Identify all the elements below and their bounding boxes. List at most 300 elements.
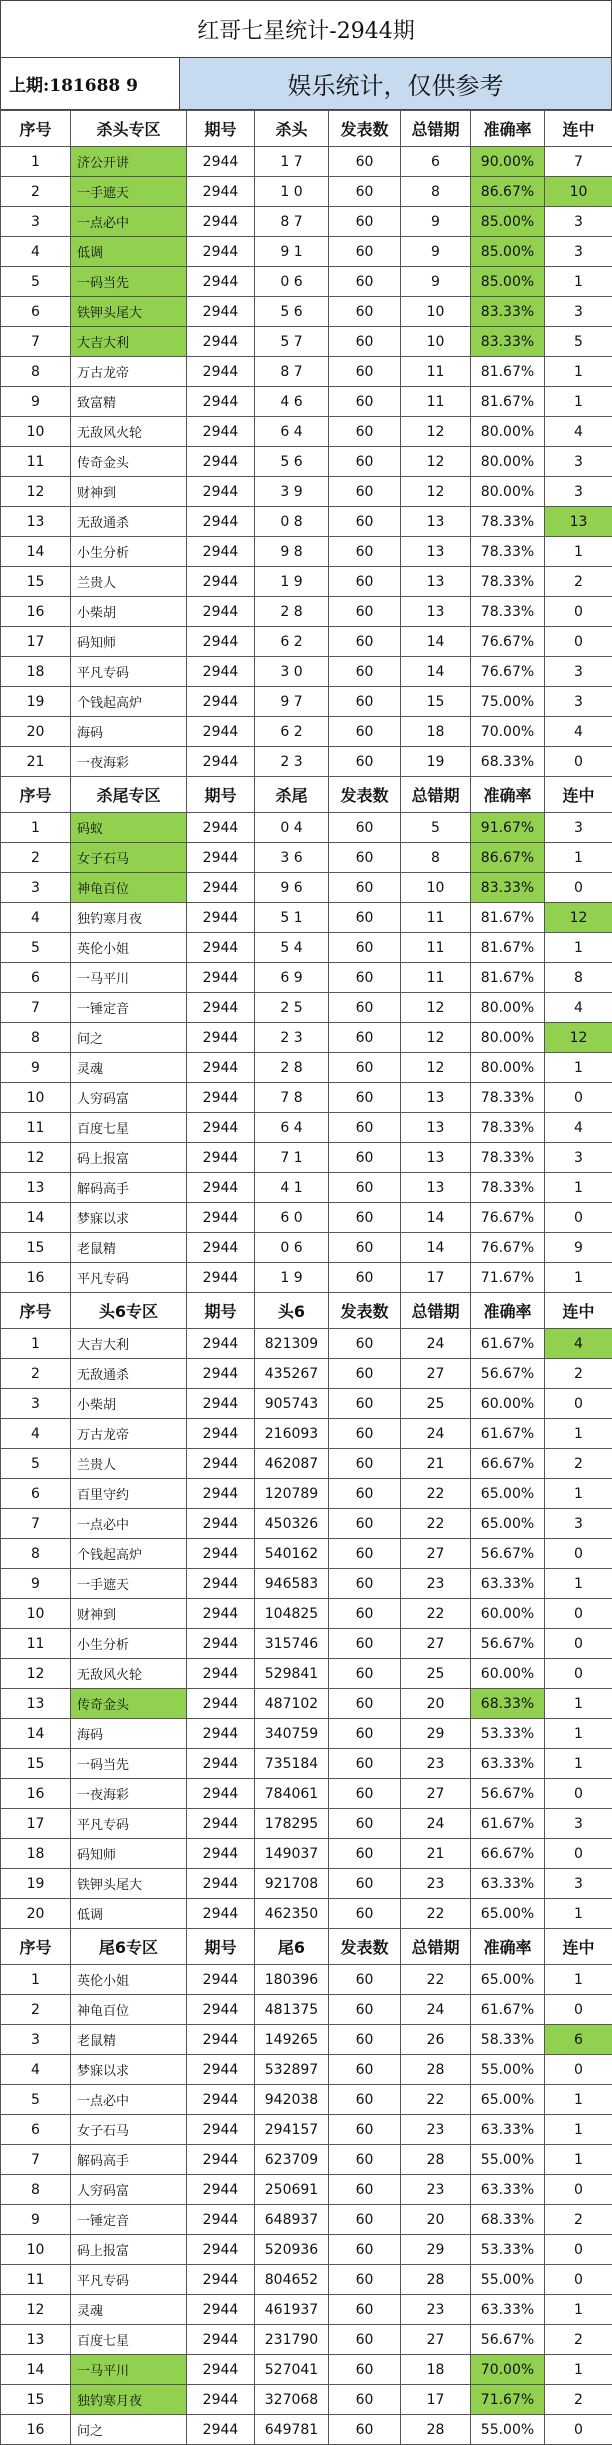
cell-name: 解码高手 [71, 2145, 187, 2175]
cell-name: 神龟百位 [71, 873, 187, 903]
cell-rank: 1 [1, 147, 71, 177]
cell-rank: 12 [1, 1143, 71, 1173]
cell-period: 2944 [187, 1779, 255, 1809]
cell-period: 2944 [187, 873, 255, 903]
cell-posts: 60 [329, 1599, 401, 1629]
cell-misses: 23 [401, 1749, 471, 1779]
cell-streak: 0 [545, 1779, 612, 1809]
cell-period: 2944 [187, 2115, 255, 2145]
cell-pick: 4 1 [255, 1173, 329, 1203]
cell-misses: 28 [401, 2265, 471, 2295]
cell-pick: 462087 [255, 1449, 329, 1479]
column-header-posts: 发表数 [329, 1293, 401, 1329]
cell-name: 神龟百位 [71, 1995, 187, 2025]
cell-posts: 60 [329, 177, 401, 207]
cell-period: 2944 [187, 597, 255, 627]
cell-misses: 26 [401, 2025, 471, 2055]
cell-name: 小生分析 [71, 1629, 187, 1659]
cell-posts: 60 [329, 2355, 401, 2385]
cell-accuracy: 85.00% [471, 267, 545, 297]
cell-period: 2944 [187, 507, 255, 537]
cell-accuracy: 76.67% [471, 1203, 545, 1233]
cell-name: 一锤定音 [71, 2205, 187, 2235]
column-header-streak: 连中 [545, 1293, 612, 1329]
cell-posts: 60 [329, 687, 401, 717]
cell-rank: 16 [1, 597, 71, 627]
cell-rank: 13 [1, 2325, 71, 2355]
cell-period: 2944 [187, 417, 255, 447]
cell-misses: 29 [401, 1719, 471, 1749]
cell-misses: 25 [401, 1389, 471, 1419]
table-row [1, 207, 612, 237]
cell-streak: 1 [545, 1965, 612, 1995]
cell-pick: 2 5 [255, 993, 329, 1023]
cell-posts: 60 [329, 627, 401, 657]
cell-name: 铁钾头尾大 [71, 297, 187, 327]
cell-accuracy: 81.67% [471, 963, 545, 993]
cell-posts: 60 [329, 2145, 401, 2175]
cell-accuracy: 55.00% [471, 2265, 545, 2295]
cell-accuracy: 78.33% [471, 1083, 545, 1113]
cell-posts: 60 [329, 387, 401, 417]
cell-period: 2944 [187, 1539, 255, 1569]
cell-rank: 3 [1, 2025, 71, 2055]
table-row [1, 687, 612, 717]
column-header-pick: 尾6 [255, 1929, 329, 1965]
cell-posts: 60 [329, 2115, 401, 2145]
cell-period: 2944 [187, 207, 255, 237]
cell-misses: 27 [401, 1779, 471, 1809]
cell-accuracy: 61.67% [471, 1809, 545, 1839]
cell-streak: 1 [545, 2145, 612, 2175]
cell-posts: 60 [329, 207, 401, 237]
cell-posts: 60 [329, 1479, 401, 1509]
cell-pick: 104825 [255, 1599, 329, 1629]
cell-period: 2944 [187, 2205, 255, 2235]
column-header-accuracy: 准确率 [471, 1293, 545, 1329]
cell-pick: 0 8 [255, 507, 329, 537]
table-row [1, 2205, 612, 2235]
cell-pick: 1 9 [255, 567, 329, 597]
cell-rank: 15 [1, 567, 71, 597]
table-row [1, 327, 612, 357]
table-row [1, 1569, 612, 1599]
cell-period: 2944 [187, 1599, 255, 1629]
table-row [1, 2055, 612, 2085]
cell-name: 一马平川 [71, 2355, 187, 2385]
cell-posts: 60 [329, 1023, 401, 1053]
cell-pick: 461937 [255, 2295, 329, 2325]
cell-streak: 1 [545, 1173, 612, 1203]
cell-posts: 60 [329, 1569, 401, 1599]
cell-pick: 623709 [255, 2145, 329, 2175]
cell-rank: 10 [1, 2235, 71, 2265]
cell-streak: 1 [545, 933, 612, 963]
cell-streak: 4 [545, 417, 612, 447]
cell-name: 码蚁 [71, 813, 187, 843]
cell-posts: 60 [329, 417, 401, 447]
cell-period: 2944 [187, 1479, 255, 1509]
cell-name: 英伦小姐 [71, 933, 187, 963]
cell-streak: 1 [545, 1719, 612, 1749]
cell-name: 码上报富 [71, 2235, 187, 2265]
cell-name: 兰贵人 [71, 1449, 187, 1479]
cell-streak: 13 [545, 507, 612, 537]
cell-misses: 12 [401, 447, 471, 477]
column-header-period: 期号 [187, 1929, 255, 1965]
cell-streak: 3 [545, 657, 612, 687]
column-header-period: 期号 [187, 1293, 255, 1329]
cell-period: 2944 [187, 1419, 255, 1449]
cell-accuracy: 81.67% [471, 357, 545, 387]
cell-misses: 11 [401, 963, 471, 993]
cell-misses: 24 [401, 1419, 471, 1449]
cell-pick: 3 0 [255, 657, 329, 687]
cell-accuracy: 85.00% [471, 207, 545, 237]
cell-misses: 24 [401, 1809, 471, 1839]
cell-misses: 27 [401, 1629, 471, 1659]
table-row [1, 1509, 612, 1539]
cell-rank: 15 [1, 2385, 71, 2415]
cell-misses: 6 [401, 147, 471, 177]
column-header-pick: 杀头 [255, 111, 329, 147]
cell-name: 无敌通杀 [71, 507, 187, 537]
cell-streak: 1 [545, 1479, 612, 1509]
table-row [1, 933, 612, 963]
cell-name: 一夜海彩 [71, 1779, 187, 1809]
cell-posts: 60 [329, 1869, 401, 1899]
page-title: 红哥七星统计-2944期 [0, 0, 612, 58]
cell-period: 2944 [187, 687, 255, 717]
cell-misses: 27 [401, 1359, 471, 1389]
cell-rank: 11 [1, 1113, 71, 1143]
cell-misses: 14 [401, 657, 471, 687]
cell-name: 女子石马 [71, 2115, 187, 2145]
cell-pick: 5 1 [255, 903, 329, 933]
table-row [1, 417, 612, 447]
cell-period: 2944 [187, 1359, 255, 1389]
stats-table [0, 110, 612, 2445]
cell-accuracy: 80.00% [471, 993, 545, 1023]
cell-pick: 216093 [255, 1419, 329, 1449]
cell-streak: 0 [545, 2235, 612, 2265]
cell-posts: 60 [329, 1509, 401, 1539]
cell-pick: 6 2 [255, 627, 329, 657]
cell-period: 2944 [187, 1509, 255, 1539]
cell-misses: 18 [401, 2355, 471, 2385]
cell-accuracy: 63.33% [471, 1869, 545, 1899]
cell-name: 一码当先 [71, 267, 187, 297]
cell-misses: 23 [401, 1569, 471, 1599]
cell-name: 无敌风火轮 [71, 417, 187, 447]
cell-period: 2944 [187, 2265, 255, 2295]
cell-period: 2944 [187, 1899, 255, 1929]
cell-name: 大吉大利 [71, 327, 187, 357]
cell-misses: 9 [401, 207, 471, 237]
cell-misses: 13 [401, 537, 471, 567]
cell-streak: 1 [545, 357, 612, 387]
cell-streak: 2 [545, 2325, 612, 2355]
cell-period: 2944 [187, 2145, 255, 2175]
cell-accuracy: 81.67% [471, 387, 545, 417]
cell-rank: 8 [1, 1539, 71, 1569]
cell-posts: 60 [329, 2205, 401, 2235]
cell-pick: 784061 [255, 1779, 329, 1809]
cell-misses: 5 [401, 813, 471, 843]
cell-name: 一点必中 [71, 2085, 187, 2115]
column-header-rank: 序号 [1, 111, 71, 147]
cell-accuracy: 60.00% [471, 1599, 545, 1629]
cell-pick: 3 9 [255, 477, 329, 507]
cell-accuracy: 68.33% [471, 1689, 545, 1719]
cell-posts: 60 [329, 237, 401, 267]
cell-name: 码知师 [71, 627, 187, 657]
cell-streak: 12 [545, 903, 612, 933]
cell-misses: 9 [401, 237, 471, 267]
cell-posts: 60 [329, 267, 401, 297]
cell-streak: 3 [545, 477, 612, 507]
cell-posts: 60 [329, 873, 401, 903]
cell-posts: 60 [329, 2265, 401, 2295]
cell-posts: 60 [329, 447, 401, 477]
cell-streak: 1 [545, 1899, 612, 1929]
cell-name: 万古龙帝 [71, 357, 187, 387]
cell-rank: 17 [1, 1809, 71, 1839]
cell-pick: 8 7 [255, 357, 329, 387]
cell-accuracy: 85.00% [471, 237, 545, 267]
cell-accuracy: 55.00% [471, 2415, 545, 2445]
cell-accuracy: 61.67% [471, 1995, 545, 2025]
cell-pick: 149265 [255, 2025, 329, 2055]
column-header-streak: 连中 [545, 111, 612, 147]
cell-pick: 180396 [255, 1965, 329, 1995]
table-row [1, 597, 612, 627]
cell-rank: 15 [1, 1749, 71, 1779]
cell-misses: 22 [401, 1899, 471, 1929]
cell-pick: 7 1 [255, 1143, 329, 1173]
cell-posts: 60 [329, 1173, 401, 1203]
table-row [1, 1809, 612, 1839]
cell-name: 低调 [71, 1899, 187, 1929]
cell-rank: 8 [1, 357, 71, 387]
cell-accuracy: 65.00% [471, 1899, 545, 1929]
cell-name: 平凡专码 [71, 657, 187, 687]
section-header-row [1, 111, 612, 147]
cell-misses: 12 [401, 993, 471, 1023]
cell-streak: 9 [545, 1233, 612, 1263]
cell-pick: 649781 [255, 2415, 329, 2445]
column-header-rank: 序号 [1, 1929, 71, 1965]
table-row [1, 1359, 612, 1389]
cell-rank: 10 [1, 1083, 71, 1113]
cell-posts: 60 [329, 1329, 401, 1359]
cell-streak: 3 [545, 1143, 612, 1173]
cell-rank: 3 [1, 207, 71, 237]
cell-streak: 0 [545, 1995, 612, 2025]
cell-misses: 9 [401, 267, 471, 297]
cell-period: 2944 [187, 1449, 255, 1479]
cell-period: 2944 [187, 1719, 255, 1749]
cell-accuracy: 78.33% [471, 507, 545, 537]
cell-rank: 6 [1, 2115, 71, 2145]
cell-accuracy: 65.00% [471, 1509, 545, 1539]
cell-name: 问之 [71, 2415, 187, 2445]
table-row [1, 387, 612, 417]
cell-accuracy: 56.67% [471, 1779, 545, 1809]
cell-pick: 5 6 [255, 447, 329, 477]
cell-rank: 4 [1, 903, 71, 933]
cell-pick: 487102 [255, 1689, 329, 1719]
cell-name: 致富精 [71, 387, 187, 417]
cell-pick: 520936 [255, 2235, 329, 2265]
cell-pick: 7 8 [255, 1083, 329, 1113]
cell-period: 2944 [187, 1023, 255, 1053]
section-header-row [1, 1929, 612, 1965]
cell-rank: 14 [1, 537, 71, 567]
cell-accuracy: 61.67% [471, 1329, 545, 1359]
previous-result: 上期:181688 9 [0, 58, 180, 110]
cell-period: 2944 [187, 1869, 255, 1899]
cell-streak: 1 [545, 1569, 612, 1599]
cell-posts: 60 [329, 1809, 401, 1839]
cell-rank: 18 [1, 657, 71, 687]
cell-period: 2944 [187, 147, 255, 177]
cell-streak: 7 [545, 147, 612, 177]
cell-rank: 19 [1, 687, 71, 717]
cell-rank: 17 [1, 627, 71, 657]
cell-pick: 942038 [255, 2085, 329, 2115]
table-row [1, 1749, 612, 1779]
cell-posts: 60 [329, 1143, 401, 1173]
cell-streak: 1 [545, 387, 612, 417]
cell-misses: 23 [401, 2115, 471, 2145]
cell-pick: 6 9 [255, 963, 329, 993]
cell-pick: 120789 [255, 1479, 329, 1509]
cell-name: 码上报富 [71, 1143, 187, 1173]
cell-accuracy: 90.00% [471, 147, 545, 177]
column-header-posts: 发表数 [329, 111, 401, 147]
cell-name: 无敌通杀 [71, 1359, 187, 1389]
cell-name: 个钱起高炉 [71, 1539, 187, 1569]
cell-misses: 28 [401, 2415, 471, 2445]
table-row [1, 567, 612, 597]
cell-accuracy: 83.33% [471, 297, 545, 327]
table-row [1, 2115, 612, 2145]
table-row [1, 1899, 612, 1929]
cell-accuracy: 78.33% [471, 567, 545, 597]
table-row [1, 1719, 612, 1749]
cell-pick: 9 6 [255, 873, 329, 903]
cell-name: 万古龙帝 [71, 1419, 187, 1449]
cell-accuracy: 83.33% [471, 873, 545, 903]
cell-posts: 60 [329, 507, 401, 537]
cell-streak: 0 [545, 2175, 612, 2205]
cell-pick: 481375 [255, 1995, 329, 2025]
cell-period: 2944 [187, 2415, 255, 2445]
cell-posts: 60 [329, 357, 401, 387]
cell-accuracy: 63.33% [471, 2295, 545, 2325]
cell-period: 2944 [187, 1113, 255, 1143]
cell-period: 2944 [187, 1233, 255, 1263]
table-row [1, 2175, 612, 2205]
table-row [1, 1023, 612, 1053]
table-row [1, 1233, 612, 1263]
cell-accuracy: 70.00% [471, 2355, 545, 2385]
cell-accuracy: 78.33% [471, 537, 545, 567]
cell-pick: 529841 [255, 1659, 329, 1689]
cell-period: 2944 [187, 657, 255, 687]
cell-pick: 905743 [255, 1389, 329, 1419]
table-row [1, 1263, 612, 1293]
cell-accuracy: 70.00% [471, 717, 545, 747]
cell-rank: 4 [1, 237, 71, 267]
cell-posts: 60 [329, 2325, 401, 2355]
cell-period: 2944 [187, 267, 255, 297]
cell-name: 一码当先 [71, 1749, 187, 1779]
table-row [1, 2145, 612, 2175]
cell-rank: 5 [1, 1449, 71, 1479]
cell-name: 独钓寒月夜 [71, 903, 187, 933]
table-row [1, 1479, 612, 1509]
cell-misses: 10 [401, 327, 471, 357]
cell-accuracy: 80.00% [471, 477, 545, 507]
cell-streak: 1 [545, 267, 612, 297]
cell-pick: 648937 [255, 2205, 329, 2235]
cell-accuracy: 56.67% [471, 1539, 545, 1569]
cell-name: 老鼠精 [71, 1233, 187, 1263]
cell-accuracy: 53.33% [471, 1719, 545, 1749]
cell-rank: 8 [1, 1023, 71, 1053]
cell-misses: 28 [401, 2145, 471, 2175]
cell-accuracy: 56.67% [471, 2325, 545, 2355]
cell-streak: 0 [545, 1539, 612, 1569]
cell-streak: 1 [545, 1053, 612, 1083]
cell-misses: 8 [401, 177, 471, 207]
cell-name: 一锤定音 [71, 993, 187, 1023]
cell-streak: 1 [545, 1689, 612, 1719]
cell-streak: 3 [545, 1869, 612, 1899]
table-row [1, 903, 612, 933]
cell-streak: 2 [545, 2385, 612, 2415]
cell-rank: 6 [1, 1479, 71, 1509]
cell-posts: 60 [329, 1539, 401, 1569]
cell-rank: 20 [1, 1899, 71, 1929]
cell-rank: 12 [1, 2295, 71, 2325]
table-row [1, 1053, 612, 1083]
cell-misses: 14 [401, 1233, 471, 1263]
cell-rank: 5 [1, 933, 71, 963]
cell-rank: 16 [1, 2415, 71, 2445]
table-row [1, 873, 612, 903]
cell-accuracy: 78.33% [471, 597, 545, 627]
cell-period: 2944 [187, 2235, 255, 2265]
cell-rank: 11 [1, 447, 71, 477]
cell-streak: 0 [545, 1389, 612, 1419]
cell-period: 2944 [187, 1629, 255, 1659]
cell-misses: 19 [401, 747, 471, 777]
cell-posts: 60 [329, 933, 401, 963]
cell-period: 2944 [187, 2025, 255, 2055]
column-header-misses: 总错期 [401, 1929, 471, 1965]
column-header-misses: 总错期 [401, 111, 471, 147]
cell-name: 人穷码富 [71, 2175, 187, 2205]
cell-pick: 4 6 [255, 387, 329, 417]
cell-period: 2944 [187, 1995, 255, 2025]
cell-rank: 4 [1, 2055, 71, 2085]
cell-misses: 20 [401, 2205, 471, 2235]
cell-misses: 14 [401, 627, 471, 657]
cell-posts: 60 [329, 717, 401, 747]
